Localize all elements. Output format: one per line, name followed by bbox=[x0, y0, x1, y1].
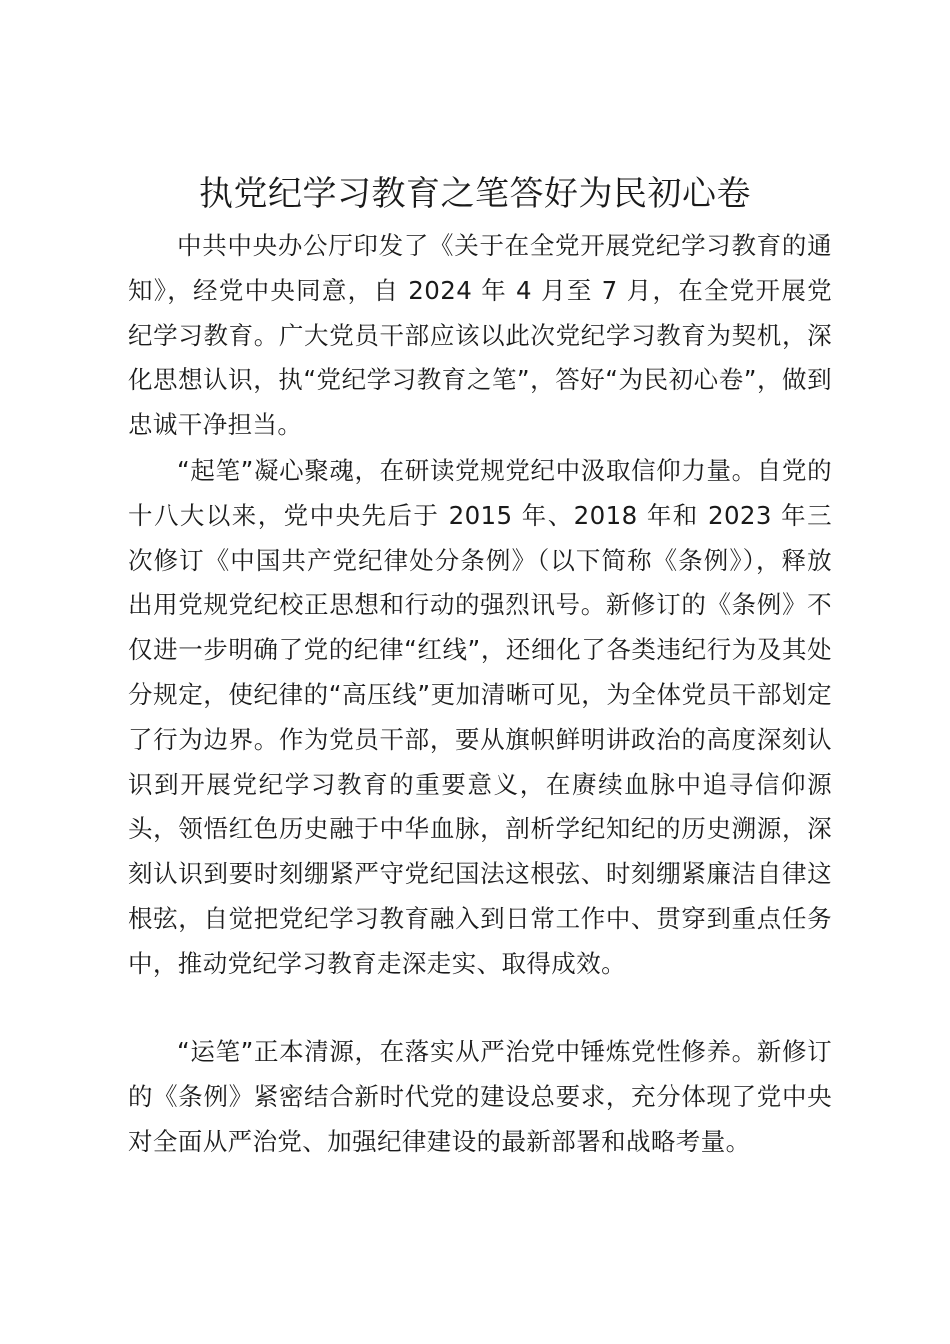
document-title: 执党纪学习教育之笔答好为民初心卷 bbox=[199, 174, 751, 214]
paragraph-yunbi: “运笔”正本清源，在落实从严治党中锤炼党性修养。新修订的《条例》紧密结合新时代党的建设总要求，充分体现了党中央对全面从严治党、加强纪律建设的最新部署和战略考量。 bbox=[128, 1037, 832, 1156]
paragraph-qibi: “起笔”凝心聚魂，在研读党规党纪中汲取信仰力量。自党的十八大以来，党中央先后于 2015 年、2018 年和 2023 年三次修订《中国共产党纪律处分条例》（以下简称《条例》），释放出用党规党纪校正思想和行动的强烈讯号。新修订的《条例》不仅进一步明确了党的纪律“红线”，还细化了各类违纪行为及其处分规定，使纪律的“高压线”更加清晰可见，为全体党员干部划定了行为边界。作为党员干部，要从旗帜鲜明讲政治的高度深刻认识到开展党纪学习教育的重要意义，在赓续血脉中追寻信仰源头，领悟红色历史融于中华血脉，剖析学纪知纪的历史溯源，深刻认识到要时刻绷紧严守党纪国法这根弦、时刻绷紧廉洁自律这根弦，自觉把党纪学习教育融入到日常工作中、贯穿到重点任务中，推动党纪学习教育走深走实、取得成效。 bbox=[128, 456, 832, 978]
paragraph-intro: 中共中央办公厅印发了《关于在全党开展党纪学习教育的通知》，经党中央同意，自 2024 年 4 月至 7 月，在全党开展党纪学习教育。广大党员干部应该以此次党纪学习教育为契机，深化思想认识，执“党纪学习教育之笔”，答好“为民初心卷”，做到忠诚干净担当。 bbox=[128, 231, 832, 440]
